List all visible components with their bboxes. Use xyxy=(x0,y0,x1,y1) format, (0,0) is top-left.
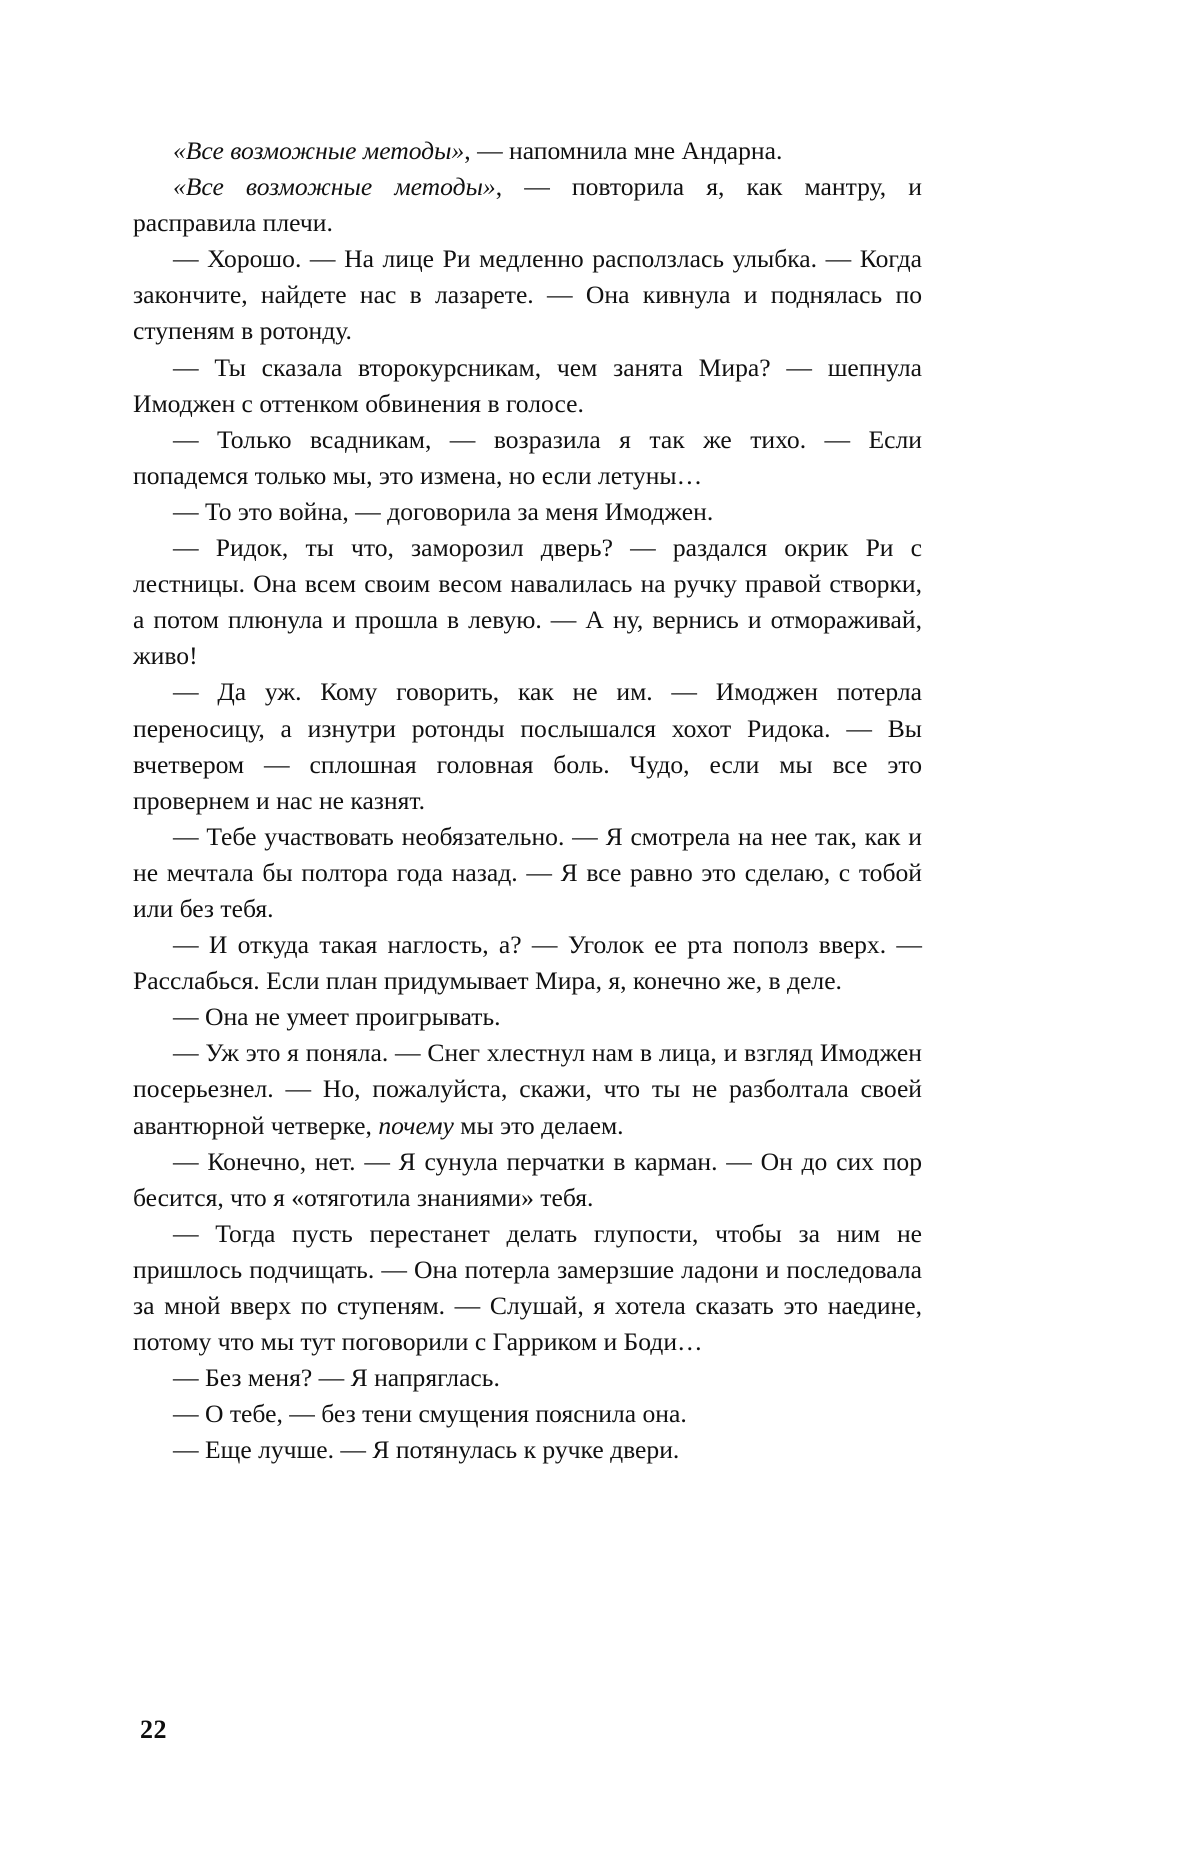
body-text-run: — Еще лучше. — Я потянулась к ручке двери. xyxy=(173,1435,680,1465)
paragraph xyxy=(133,422,922,494)
body-text-run: — Ридок, ты что, заморозил дверь? — раздался окрик Ри с лестницы. Она всем своим весом навалилась на ручку правой створки, а потом плюнула и прошла в левую. — А ну, вернись и отмораживай, живо! xyxy=(133,533,922,671)
body-text-run: , — повторила я, как мантру, и расправила плечи. xyxy=(133,172,922,238)
paragraph xyxy=(133,1396,922,1432)
paragraph xyxy=(133,1360,922,1396)
body-text-run: мы это делаем. xyxy=(453,1110,624,1140)
paragraph xyxy=(133,241,922,349)
body-text-run: — Конечно, нет. — Я сунула перчатки в карман. — Он до сих пор бесится, что я «отяготила знаниями» тебя. xyxy=(133,1146,922,1212)
body-text-run: — Тогда пусть перестанет делать глупости, чтобы за ним не пришлось подчищать. — Она потерла замерзшие ладони и последовала за мной вверх по ступеням. — Слушай, я хотела сказать это наедине, потому что мы тут поговорили с Гарриком и Боди… xyxy=(133,1218,922,1357)
body-text-run: , — напомнила мне Андарна. xyxy=(464,136,783,165)
page-body-text xyxy=(133,133,922,1468)
paragraph xyxy=(133,674,922,818)
body-text-run: — То это война, — договорила за меня Имоджен. xyxy=(173,496,714,526)
body-text-run: — И откуда такая наглость, а? — Уголок ее рта пополз вверх. — Расслабься. Если план придумывает Мира, я, конечно же, в деле. xyxy=(133,930,922,996)
body-text-run: — Только всадникам, — возразила я так же тихо. — Если попадемся только мы, это измена, но если летуны… xyxy=(133,424,922,490)
paragraph xyxy=(133,350,922,422)
emphasis-text: почему xyxy=(378,1110,454,1140)
body-text-run: — Хорошо. — На лице Ри медленно расползлась улыбка. — Когда закончите, найдете нас в лазарете. — Она кивнула и поднялась по ступеням в ротонду. xyxy=(133,244,922,346)
page-number: 22 xyxy=(140,1715,167,1744)
paragraph xyxy=(133,169,922,241)
paragraph xyxy=(133,133,922,169)
body-text-run: — Она не умеет проигрывать. xyxy=(173,1002,501,1032)
paragraph xyxy=(133,999,922,1035)
body-text-run: — О тебе, — без тени смущения пояснила она. xyxy=(173,1399,687,1429)
body-text-run: — Ты сказала второкурсникам, чем занята Мира? — шепнула Имоджен с оттенком обвинения в голосе. xyxy=(133,352,922,418)
paragraph xyxy=(133,927,922,999)
emphasis-text: «Все возможные методы» xyxy=(173,136,465,165)
body-text-run: — Да уж. Кому говорить, как не им. — Имоджен потерла переносицу, а изнутри ротонды послышался хохот Ридока. — Вы вчетвером — сплошная головная боль. Чудо, если мы все это провернем и нас не казнят. xyxy=(133,677,922,815)
paragraph xyxy=(133,1432,922,1468)
body-text-run: — Тебе участвовать необязательно. — Я смотрела на нее так, как и не мечтала бы полтора года назад. — Я все равно это сделаю, с тобой или без тебя. xyxy=(133,821,922,923)
paragraph xyxy=(133,819,922,927)
paragraph xyxy=(133,1144,922,1216)
body-text-run: — Уж это я поняла. — Снег хлестнул нам в лица, и взгляд Имоджен посерьезнел. — Но, пожалуйста, скажи, что ты не разболтала своей авантюрной четверке, xyxy=(133,1038,922,1140)
paragraph xyxy=(133,530,922,674)
paragraph xyxy=(133,494,922,530)
paragraph xyxy=(133,1035,922,1143)
paragraph xyxy=(133,1216,922,1360)
emphasis-text: «Все возможные методы» xyxy=(173,172,496,202)
body-text-run: — Без меня? — Я напряглась. xyxy=(173,1363,500,1393)
